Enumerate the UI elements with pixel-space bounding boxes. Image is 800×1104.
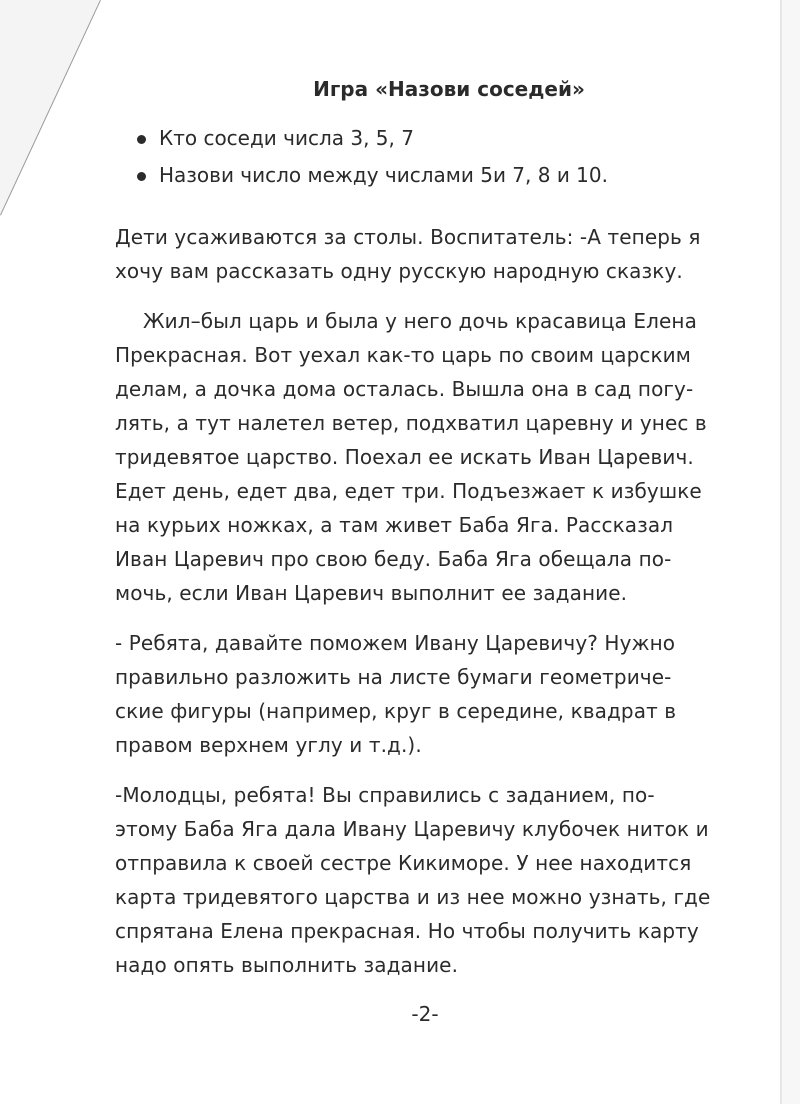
document-page xyxy=(115,74,715,1026)
paragraph-conclusion: -Молодцы, ребята! Вы справились с заданием, по-этому Баба Яга дала Ивану Царевичу клубочек ниток и отправила к своей сестре Кикиморе. У нее находится карта тридевятого царства и из нее можно узнать, где спрятана Елена прекрасная. Но чтобы получить карту надо опять выполнить задание. xyxy=(115,783,711,977)
paragraph-intro: Дети усаживаются за столы. Воспитатель: -А теперь я хочу вам рассказать одну русскую народную сказку. xyxy=(115,225,701,283)
paragraph-task: - Ребята, давайте поможем Ивану Царевичу? Нужно правильно разложить на листе бумаги геометриче-ские фигуры (например, круг в середине, квадрат в правом верхнем углу и т.д.). xyxy=(115,631,677,757)
bullet-list xyxy=(115,120,715,194)
document-title: Игра «Назови соседей» xyxy=(313,77,585,101)
bullet-item: Кто соседи числа 3, 5, 7 xyxy=(141,120,715,157)
bullet-item: Назови число между числами 5и 7, 8 и 10. xyxy=(141,157,715,194)
paragraph-story: Жил–был царь и была у него дочь красавица Елена Прекрасная. Вот уехал как-то царь по своим царским делам, а дочка дома осталась. Вышла она в сад погу-лять, а тут налетел ветер, подхватил царевну и унес в тридевятое царство. Поехал ее искать Иван Царевич. Едет день, едет два, едет три. Подъезжает к избушке на курьих ножках, а там живет Баба Яга. Рассказал Иван Царевич про свою беду. Баба Яга обещала по-мочь, если Иван Царевич выполнит ее задание. xyxy=(115,309,707,605)
page-number: -2- xyxy=(411,1002,439,1026)
